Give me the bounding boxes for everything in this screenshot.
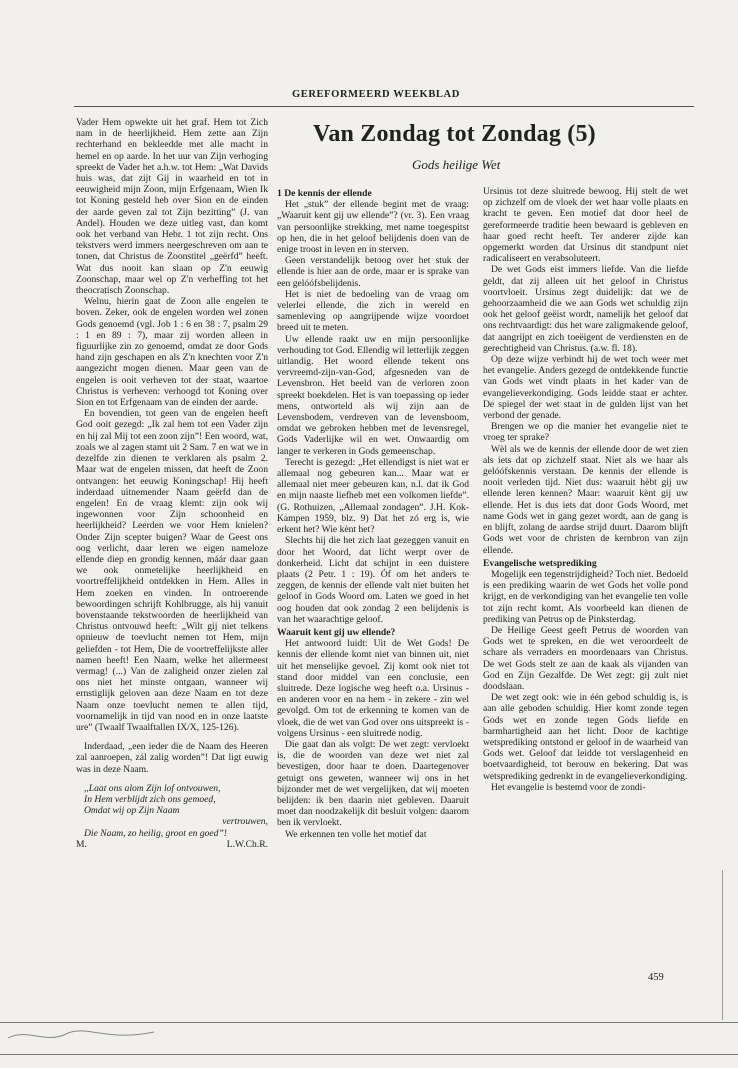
paragraph: Het is niet de bedoeling van de vraag om velerlei ellende, die zich in wereld en samenleving op aangrijpende wijze voordoet breed uit te meten. xyxy=(277,288,469,334)
scan-line-top xyxy=(0,1022,738,1023)
paragraph: Brengen we op die manier het evangelie niet te vroeg ter sprake? xyxy=(483,421,688,444)
poem-line: Omdat wij op Zijn Naam xyxy=(84,805,180,817)
paragraph: En bovendien, tot geen van de engelen heeft God ooit gezegd: „Ik zal hem tot een Vader zijn en hij zal Mij tot een zoon zijn”! Een woord, wat, zoals we al zagen stamt uit 2 Sam. 7 en wat we in dezelfde zin dienen te verklaren als psalm 2. Maar wat de engelen missen, dat heeft de Zoon ontvangen: het eeuwig Koningschap! Hij heeft inderdaad uitnemender Naam geërfd dan de engelen! En de vraag klemt: zijn ook wij ingewonnen voor Zijn schoonheid en heerlijkheid? Leerden we voor Hem knielen? Onder Zijn scepter buigen? Waar de Geest ons oog verlicht, daar leren we eigen nameloze ellende diep en grondig kennen, máár daar gaan we ook onmetelijke heerlijkheid en voortreffelijkheid ontdekken in Hem. Alles in Hem zoeken en vinden. In ontroerende bewoordingen schrijft Kohlbrugge, als hij vanuit bovenstaande tekstwoorden de heerlijkheid van Christus ontvouwd heeft: „Wilt gij niet telkens opnieuw de toevlucht nemen tot Hem, mijn geliefden - tot Hem, Die de voortreffelijkste aller namen heeft! Een Naam, welke het allermeest vermag! (...) Van de zaligheid onzer zielen zal ons niet het minste ontgaan, wanneer wij ernstiglijk geloven aan deze Naam en tot deze Naam onze toevlucht nemen te allen tijd, voornamelijk in tijd van nood en in onze laatste ure” (Twaalf Twaalftallen IX/X, 125-126). xyxy=(76,408,268,733)
signature-author: L.W.Ch.R. xyxy=(226,838,268,850)
header-rule xyxy=(74,106,694,107)
paragraph: Op deze wijze verbindt hij de wet toch weer met het evangelie. Anders gezegd de ontdekkende functie van Gods wet vindt plaats in het kader van de evangelieverkondiging. Gods leidde staat er achter. De spiegel der wet staat in de gulden lijst van het verbond der genade. xyxy=(483,354,688,422)
scan-edge-mark xyxy=(722,870,727,1020)
paragraph: Het „stuk” der ellende begint met de vraag: „Waaruit kent gij uw ellende”? (vr. 3). Een vraag van persoonlijke strekking, met name toegespitst op hen, die in het geloof belijdenis doen van de enige troost in leven en in sterven. xyxy=(277,199,469,256)
paragraph: Vader Hem opwekte uit het graf. Hem tot Zich nam in de heerlijkheid. Hem zette aan Zijn rechterhand en bekleedde met alle macht in hemel en op aarde. In het uur van Zijn verhoging spreekt de Vader het a.h.w. tot Hem: „Wat Davids huis was, dat zijt Gij in waarheid en tot in eeuwigheid mijn Zoon, mijn Erfgenaam, Wien Ik tot Koning gesteld heb over Sion en de einden der aarde geven zal tot Zijn bezitting” (J. van Andel). Houden we deze uitleg vast, dan komt ook het verband van Hebr. 1 tot zijn recht. Ons tekstvers werd immers neergeschreven om aan te tonen, dat Christus de Zoonstitel „geërfd” heeft. Wat dus nooit kan slaan op Z'n eeuwig Zoonschap, maar wel op Z'n verheffing tot het theocratisch Zoonschap. xyxy=(76,117,268,297)
paragraph: Het antwoord luidt: Uit de Wet Gods! De kennis der ellende komt niet van binnen uit, niet uit het menselijke gevoel. Zij komt ook niet tot stand door middel van een conclusie, een sluitrede. Deze logische weg heeft o.a. Ursinus - en anderen voor en na hem - in zekere - zin wel gevolgd. Om tot de erkenning te komen van de vloek, die de wet van God over ons uitspreekt is - volgens Ursinus - een sluitrede nodig. xyxy=(277,638,469,739)
section-heading: Waaruit kent gij uw ellende? xyxy=(277,626,396,638)
pencil-scribble xyxy=(6,1024,156,1048)
column-middle xyxy=(277,186,469,840)
poem-line: Die Naam, zo heilig, groot en goed”! xyxy=(84,827,228,839)
page-number: 459 xyxy=(648,972,664,983)
article-subtitle: Gods heilige Wet xyxy=(412,157,501,172)
paragraph: Uw ellende raakt uw en mijn persoonlijke verhouding tot God. Ellendig wil letterlijk zeggen uitlandig. Het woord ellende tekent ons vervreemd-zijn-van-God, afgesneden van de Levensbron. Het beeld van de verloren zoon spreekt boekdelen. Het is van toepassing op ieder mens, ontworteld als wij zijn aan de Levensbodem, verdreven van de levensboom, omdat we gebroken hebben met de levensregel, Gods Vaderlijke wil en wet. Onwaardig om langer te verkeren in Gods gemeenschap. xyxy=(277,333,469,457)
paragraph: De wet Gods eist immers liefde. Van die liefde geldt, dat zij alleen uit het geloof in Christus voortvloeit. Ursinus zegt duidelijk: dat we de gehoorzaamheid die we aan Gods wet schuldig zijn ook het geloof geëist wordt, namelijk het geloof dat ons rechtvaardigt: dus het ware zaligmakende geloof, dat aangrijpt en zich toeëigent de verdiensten en de gerechtigheid van Christus. (a.w. fl. 18). xyxy=(483,264,688,354)
column-left xyxy=(76,117,268,850)
paragraph: We erkennen ten volle het motief dat xyxy=(285,828,427,840)
section-heading: 1 De kennis der ellende xyxy=(277,188,372,199)
section-heading: Evangelische wetsprediking xyxy=(483,557,597,569)
poem-line: ,,Laat ons alom Zijn lof ontvouwen, xyxy=(84,782,221,794)
paragraph: Slechts hij die het zich laat gezeggen vanuit en door het Woord, dat licht werpt over de donkerheid. Licht dat schijnt in een duistere plaats (2 Petr. 1 : 19). Óf om het anders te zeggen, de kennis der ellende valt niet buiten het geloof in Gods Woord om. Laten we goed in het oog houden dat ook zondag 2 een belijdenis is van het waarachtige geloof. xyxy=(277,535,469,625)
signature xyxy=(76,839,268,850)
paragraph: Geen verstandelijk betoog over het stuk der ellende is hier aan de orde, maar er is sprake van een gelóófsbelijdenis. xyxy=(277,255,469,289)
paragraph: Welnu, hierin gaat de Zoon alle engelen te boven. Zeker, ook de engelen worden wel zonen Gods genoemd (vgl. Job 1 : 6 en 38 : 7, psalm 29 : 1 en 89 : 7), maar zij worden alleen in figuurlijke zin zo genoemd, omdat ze door Gods hand zijn geschapen en als Z'n knechten voor Z'n aangezicht mogen dienen. Maar geen van de engelen is ooit verheven tot der staat, waartoe Christus is verheven: verhoogd tot Koning over Sion en tot Erfgenaam van de einden der aarde. xyxy=(76,296,268,409)
paragraph: Inderdaad, „een ieder die de Naam des Heeren zal aanroepen, zál zalig worden”! Dat ligt euwig was in deze Naam. xyxy=(76,741,268,775)
column-right xyxy=(483,186,688,793)
signature-initial: M. xyxy=(76,838,87,850)
poem-line: vertrouwen, xyxy=(222,816,268,828)
paragraph: Wèl als we de kennis der ellende door de wet zien als iets dat op zichzelf staat. Niet als we haar als gelóófskennis verstaan. De kennis der ellende is nooit verleden tijd. Niet dus: waaruit hèbt gij uw ellende leren kennen? Maar: waaruit kènt gij uw ellende. Het is dus iets dat door Gods Woord, met name Gods wet in gang gezet wordt, aan de gang is en blijft, zolang de aardse strijd duurt. Daarom blijft Gods wet voor de christen de kernbron van zijn ellende. xyxy=(483,443,688,556)
paragraph: Het evangelie is bestemd voor de zondi- xyxy=(491,781,646,793)
scan-line-bottom xyxy=(0,1054,738,1055)
paragraph: De Heilige Geest geeft Petrus de woorden van Gods wet te spreken, en die wet veroordeelt de schare als verraders en moordenaars van Christus. De wet Gods stelt ze aan de kaak als vijanden van God en Zijn Gezalfde. De Wet zegt: gij zult niet doodslaan. xyxy=(483,624,688,692)
paragraph: Die gaat dan als volgt: De wet zegt: vervloekt is, die de woorden van deze wet niet zal bevestigen, door haar te doen. Daartegenover getuigt ons geweten, wanneer wij ons in het bijzonder met de wet vergelijken, dat wij moeten belijden: ik ben daarin niet gebleven. Daaruit moet dan noodzakelijk dit besluit volgen: daarom ben ik vervloekt. xyxy=(277,738,469,829)
paragraph: Terecht is gezegd: „Het ellendigst is niet wat er allemaal nog gebeuren kan... Maar wat er allemaal niet meer gebeuren kan, n.l. dat ik God en mijn naaste liefheb met een volkomen liefde”. (G. Rothuizen, „Allemaal zondagen”. J.H. Kok-Kampen 1959, blz. 9) Dat het zó erg is, wie erkent het? Wie kènt het? xyxy=(277,456,469,536)
paragraph: Ursinus tot deze sluitrede bewoog. Hij stelt de wet op zichzelf om de vloek der wet haar volle plaats en kracht te geven. Een motief dat door heel de gereformeerde traditie heen bewaard is gebleven en haar goed recht heeft. Ter anderer zijde kan opgemerkt worden dat Ursinus dit standpunt niet radicaliseert en verabsoluteert. xyxy=(483,186,688,265)
paragraph: De wet zegt ook: wie in één gebod schuldig is, is aan alle geboden schuldig. Hier komt zonde tegen Gods wet en zonde tegen Gods liefde en barmhartigheid aan het licht. Door de kachtige wetsprediking ontstond er geloof in de waarheid van Gods wet. Geloof dat leidde tot verslagenheid en boetvaardigheid, tot berouw en bekering. Dat was wetsprediking gedrenkt in de evangelieverkondiging. xyxy=(483,692,688,782)
poem-line: In Hem verblijdt zich ons gemoed, xyxy=(84,793,216,805)
paragraph: Mogelijk een tegenstrijdigheid? Toch niet. Bedoeld is een prediking waarin de wet Gods het volle pond krijgt, en de verkondiging van het evangelie ten volle tot zijn recht komt. Als voorbeeld kan dienen de prediking van Petrus op de Pinksterdag. xyxy=(483,568,688,625)
masthead: GEREFORMEERD WEEKBLAD xyxy=(292,89,460,100)
article-title: Van Zondag tot Zondag (5) xyxy=(313,121,596,147)
poem-quote xyxy=(76,783,268,839)
